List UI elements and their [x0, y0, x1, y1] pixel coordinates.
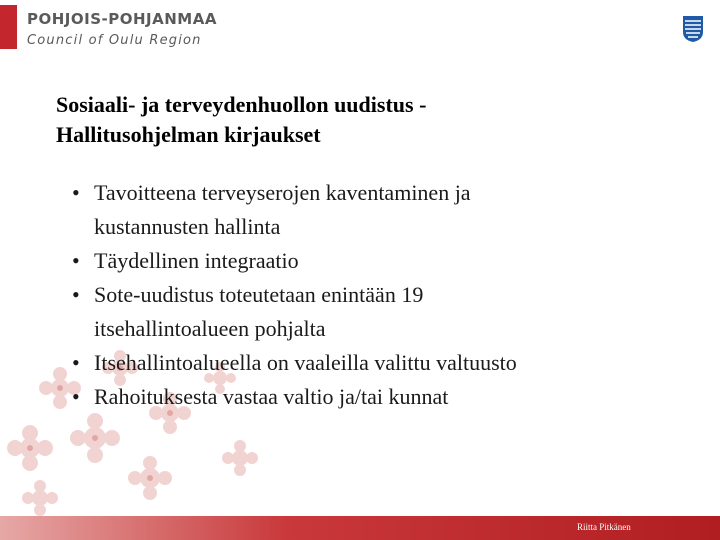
slide-title-line: Hallitusohjelman kirjaukset: [56, 122, 321, 147]
list-item-text: Rahoituksesta vastaa valtio ja/tai kunnat: [94, 384, 449, 409]
footer-author: Riitta Pitkänen: [577, 522, 631, 532]
bullet-marker: •: [72, 350, 80, 375]
bullet-marker: •: [72, 384, 80, 409]
organization-name: POHJOIS-POHJANMAA: [27, 10, 217, 28]
list-item-text: Tavoitteena terveyserojen kaventaminen ja: [94, 180, 471, 205]
slide-title-line: Sosiaali- ja terveydenhuollon uudistus -: [56, 92, 427, 117]
list-item: [72, 244, 692, 278]
list-item: [72, 176, 692, 244]
list-item: [72, 346, 692, 380]
bullet-marker: •: [72, 282, 80, 307]
slide-title: [56, 90, 676, 150]
bullet-marker: •: [72, 180, 80, 205]
bullet-marker: •: [72, 248, 80, 273]
organization-subtitle: Council of Oulu Region: [27, 33, 202, 48]
list-item-text: Täydellinen integraatio: [94, 248, 299, 273]
bullet-list: [72, 176, 692, 414]
coat-of-arms-icon: [682, 15, 704, 43]
footer-band: [0, 516, 720, 540]
list-item: [72, 380, 692, 414]
list-item-text: kustannusten hallinta: [94, 214, 281, 239]
logo-accent-bar: [0, 5, 17, 49]
list-item-text: Itsehallintoalueella on vaaleilla valittu valtuusto: [94, 350, 517, 375]
list-item-text: Sote-uudistus toteutetaan enintään 19: [94, 282, 424, 307]
list-item: [72, 278, 692, 346]
list-item-text: itsehallintoalueen pohjalta: [94, 316, 326, 341]
